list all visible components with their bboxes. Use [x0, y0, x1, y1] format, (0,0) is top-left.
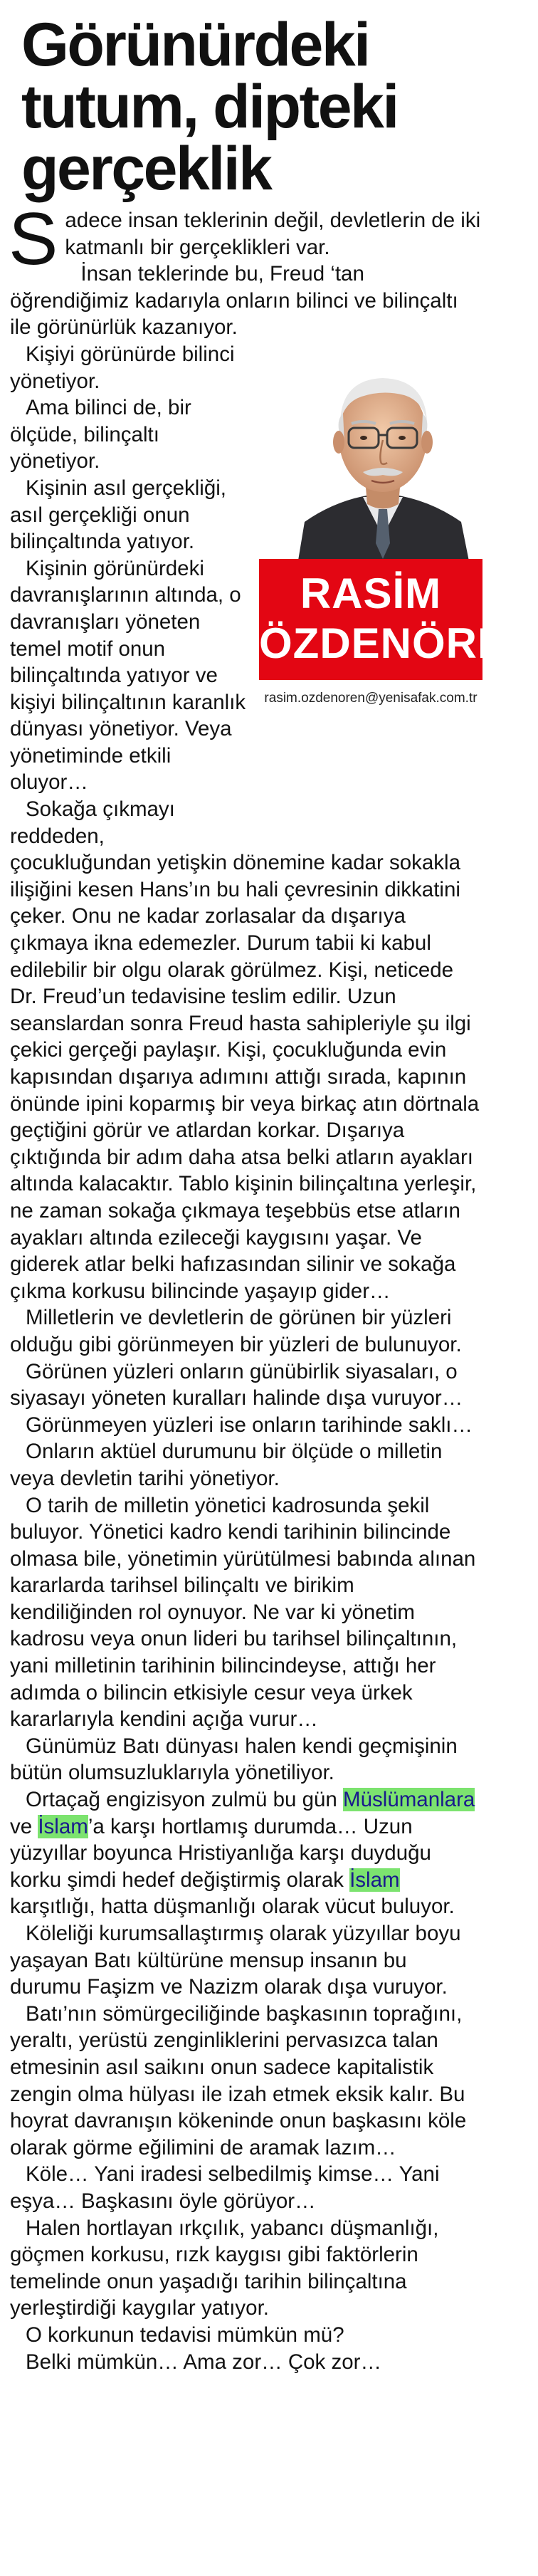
highlight-keyword: Müslümanlara	[343, 1788, 475, 1812]
paragraph-text: Görünen yüzleri onların günübirlik siyasaları, o siyasayı yöneten kuralları halinde dışa vuruyor…	[10, 1359, 463, 1410]
paragraph-text: Kişinin görünürdeki davranışlarının altında, o davranışları yöneten temel motif onun bilinçaltında yatıyor ve kişiyi bilinçaltının karanlık dünyası yönetiyor. Veya yönetiminde etkili oluyor…	[10, 556, 246, 795]
paragraph	[10, 796, 482, 1304]
paragraph	[10, 2161, 482, 2214]
paragraph: Ortaçağ engizisyon zulmü bu gün Müslümanlara ve İslam’a karşı hortlamış durumda… Uzun yüzyıllar boyunca Hristiyanlığa karşı duyduğu korku şimdi hedef değiştirmiş olarak İslam karşıtlığı, hatta düşmanlığı olarak vücut buluyor.	[10, 1788, 475, 1919]
paragraph-text: Ama bilinci de, bir ölçüde, bilinçaltı yönetiyor.	[10, 396, 191, 473]
author-box	[259, 351, 538, 821]
paragraph	[10, 261, 482, 341]
paragraph	[10, 1304, 482, 1358]
paragraph-text: Kişiyi görünürde bilinci yönetiyor.	[10, 342, 235, 393]
article-body	[9, 198, 538, 2375]
paragraph	[10, 1358, 482, 1412]
headline	[21, 11, 482, 203]
paragraph	[10, 1412, 482, 1439]
paragraph-text: Belki mümkün… Ama zor… Çok zor…	[26, 2350, 381, 2374]
paragraph-text: Kişinin asıl gerçekliği, asıl gerçekliği onun bilinçaltında yatıyor.	[10, 476, 227, 554]
paragraph	[10, 1492, 482, 1733]
paragraph-text: Sokağa çıkmayı reddeden, çocukluğundan yetişkin dönemine kadar sokakla ilişiğini kesen Hans’ın bu hali çevresinin dikkatini çeker. Onu ne kadar zorlasalar da dışarıya çıkmaya ikna edemezler. Durum tabii ki kabul edilebilir bir olgu olarak görülmez. Kişi, neticede Dr. Freud’un tedavisine teslim edilir. Uzun seanslardan sonra Freud hasta sahipleriyle şu ilgi çekici gerçeği paylaşır. Kişi, çocukluğunda evin kapısından dışarıya adımını attığı sırada, kapının önünde ipini koparmış bir veya birkaç atın dörtnala geçtiğini görür ve atlardan korkar. Dışarıya çıktığında bir adım daha atsa belki atların ayakları altında kalacaktır. Tablo kişinin bilinçaltına yerleşir, ne zaman sokağa çıkmaya teşebbüs etse atların ayakları altında ezileceği kaygısını yaşar. Ve giderek atlar belki hafızasından silinir ve sokağa çıkma korkusu bilincinde yaşayıp gider…	[10, 797, 480, 1303]
paragraph	[10, 2001, 482, 2162]
paragraph	[10, 1438, 482, 1492]
paragraph-text: İnsan teklerinde bu, Freud ‘tan öğrendiğimiz kadarıyla onların bilinci ve bilinçaltı ile görünürlük kazanıyor.	[10, 262, 458, 340]
author-name-box	[259, 559, 538, 680]
headline-line-3: gerçeklik	[21, 135, 271, 203]
paragraph-text: Halen hortlayan ırkçılık, yabancı düşmanlığı, göçmen korkusu, rızk kaygısı gibi faktörlerin temelinde onun yaşadığı tarihin bilinçaltına yerleştirdiği kaygılar yatıyor.	[10, 2216, 439, 2320]
paragraph-text: O korkunun tedavisi mümkün mü?	[26, 2323, 344, 2347]
paragraph-text: Görünmeyen yüzleri ise onların tarihinde saklı…	[26, 1413, 473, 1437]
paragraph	[10, 2349, 482, 2376]
headline-line-2: tutum, dipteki	[21, 73, 398, 141]
paragraph-text: Köle… Yani iradesi selbedilmiş kimse… Yani eşya… Başkasını öyle görüyor…	[10, 2162, 440, 2213]
paragraph-text: Batı’nın sömürgeciliğinde başkasının toprağını, yeraltı, yerüstü zenginliklerini pervasızca talan etmesinin asıl saikını onun sadece kapitalistik zengin olma hülyası ile izah etmek eksik kalır. Bu hoyrat davranışın kökeninde onun başkasını köle olarak görme eğilimini de aramak lazım…	[10, 2001, 467, 2159]
author-last-name: ÖZDENÖREN	[259, 619, 538, 667]
drop-cap: S	[9, 198, 58, 281]
highlight-keyword: İslam	[349, 1868, 400, 1892]
paragraph-text: O tarih de milletin yönetici kadrosunda şekil buluyor. Yönetici kadro kendi tarihinin bilincinde olmasa bile, yönetimin yürütülmesi babında alınan kararlarda tarihsel bilinçaltı ve birikim kendiliğinden rol oynuyor. Ne var ki yönetim kadrosu veya onun lideri bu tarihsel bilinçaltının, yani milletinin tarihinin bilincindeyse, attığı her adımda o bilincin etkisiyle cesur veya ürkek kararlarıyla kendini açığa vurur…	[10, 1493, 476, 1732]
paragraph	[10, 1733, 482, 1786]
paragraph-text: Milletlerin ve devletlerin de görünen bir yüzleri olduğu gibi görünmeyen bir yüzleri de bulunuyor.	[10, 1306, 462, 1356]
highlight-keyword: İslam	[38, 1814, 88, 1838]
paragraph-text: Köleliği kurumsallaştırmış olarak yüzyıllar boyu yaşayan Batı kültürüne mensup insanın bu durumu Faşizm ve Nazizm olarak dışa vuruyor.	[10, 1922, 461, 1999]
author-email[interactable]: rasim.ozdenoren@yenisafak.com.tr	[264, 690, 478, 706]
paragraph-text: adece insan teklerinin değil, devletlerin de iki katmanlı bir gerçeklikleri var.	[65, 209, 481, 259]
paragraph	[10, 2322, 482, 2349]
paragraph	[9, 198, 482, 281]
author-first-name: RASİM	[300, 569, 442, 617]
author-photo	[283, 351, 482, 565]
paragraph	[10, 1920, 482, 2001]
headline-line-1: Görünürdeki	[21, 11, 369, 79]
paragraph-text: Günümüz Batı dünyası halen kendi geçmişinin bütün olumsuzluklarıyla yönetiliyor.	[10, 1734, 458, 1785]
paragraph	[10, 2215, 482, 2322]
paragraph-text: Onların aktüel durumunu bir ölçüde o milletin veya devletin tarihi yönetiyor.	[10, 1440, 443, 1490]
author-portrait-icon	[283, 351, 482, 565]
